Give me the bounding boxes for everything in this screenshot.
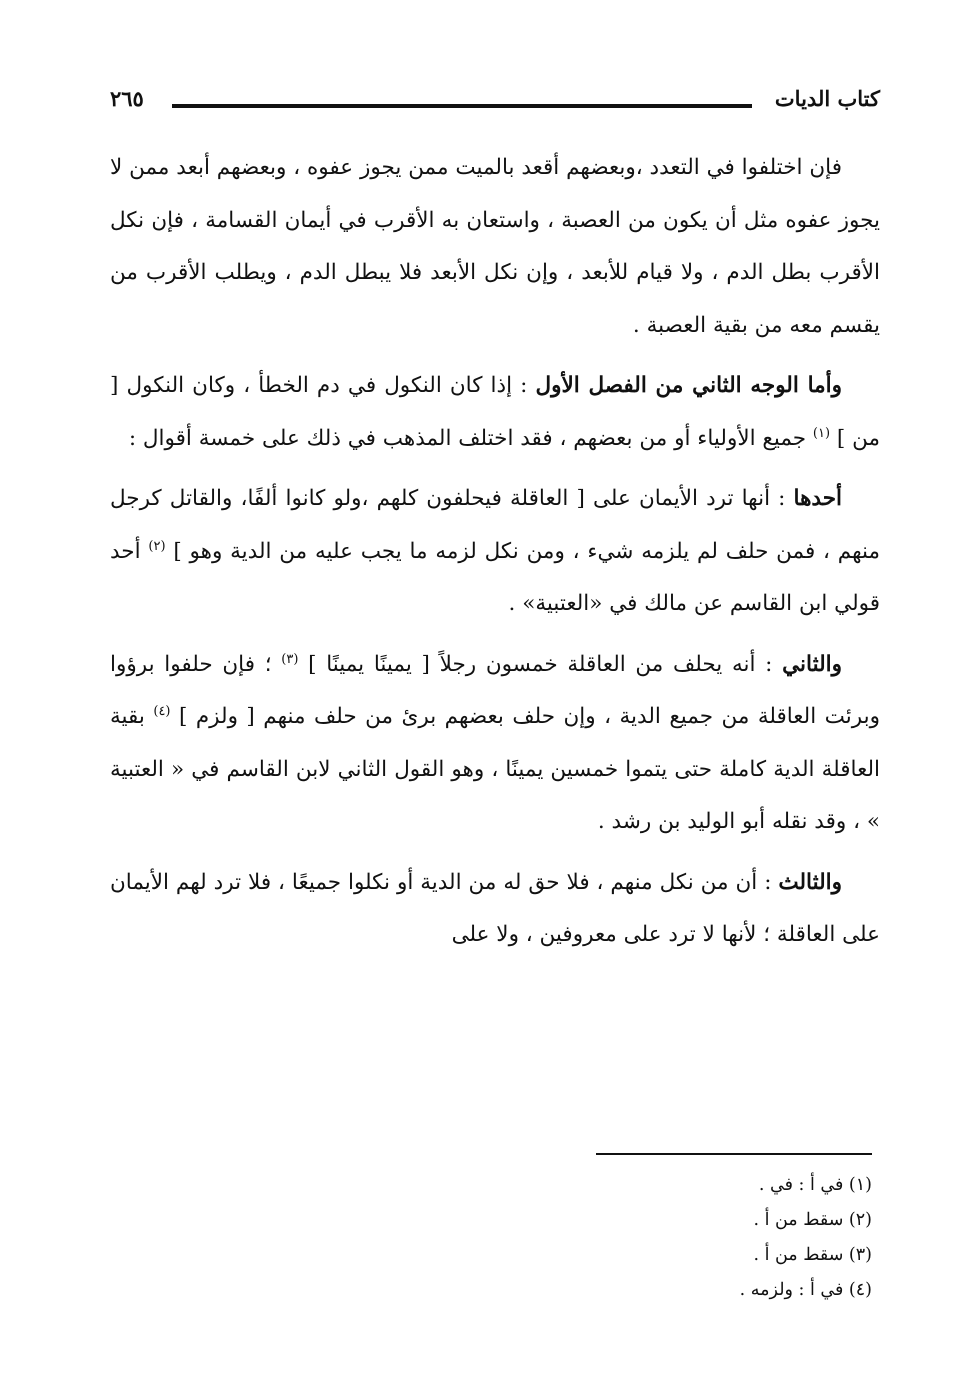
paragraph-1 bbox=[110, 142, 880, 352]
paragraph-5-lead: والثالث bbox=[778, 869, 842, 895]
paragraph-3-text-a: : أنها ترد الأيمان على [ العاقلة فيحلفون كلهم ،ولو كانوا ألفًا، والقاتل كرجل منهم ، فمن حلف لم يلزمه شيء ، ومن نكل لزمه ما يجب عليه من الدية وهو ] bbox=[110, 486, 880, 564]
paragraph-4-text-c: بقية العاقلة الدية كاملة حتى يتموا خمسين يمينًا ، وهو القول الثاني لابن القاسم في « العتبية » ، وقد نقله أبو الوليد بن رشد . bbox=[110, 704, 880, 834]
footnote-1: (١) في أ : في . bbox=[758, 1175, 872, 1195]
paragraph-3-text-b: أحد قولي ابن القاسم عن مالك في «العتبية» . bbox=[110, 538, 880, 616]
paragraph-4-lead: والثاني bbox=[782, 651, 842, 677]
paragraph-3 bbox=[110, 473, 880, 631]
footnote-ref-3[interactable]: (٣) bbox=[281, 651, 299, 667]
paragraph-5-text-a: : أن من نكل منهم ، فلا حق له من الدية أو نكلوا جميعًا ، فلا ترد لهم الأيمان على العاقلة ؛ لأنها لا ترد على معروفين ، ولا على bbox=[110, 869, 880, 947]
footnotes bbox=[580, 1168, 872, 1308]
footnote-ref-4[interactable]: (٤) bbox=[153, 704, 171, 719]
page-number: ٢٦٥ bbox=[110, 86, 144, 111]
paragraph-2-text-a: : إذا كان النكول في دم الخطأ ، وكان النكول [ من ] bbox=[110, 373, 880, 451]
header-rule bbox=[172, 104, 752, 108]
paragraph-2 bbox=[110, 360, 880, 465]
main-text bbox=[110, 142, 880, 970]
footnote-4: (٤) في أ : ولزمه . bbox=[739, 1280, 872, 1300]
book-title: كتاب الديات bbox=[774, 86, 880, 111]
footnote-ref-1[interactable]: (١) bbox=[812, 425, 831, 441]
paragraph-5 bbox=[110, 857, 880, 962]
footnote-2: (٢) سقط من أ . bbox=[753, 1210, 872, 1230]
paragraph-2-text-b: جميع الأولياء أو من بعضهم ، فقد اختلف المذهب في ذلك على خمسة أقوال : bbox=[128, 425, 807, 451]
footnote-3: (٣) سقط من أ . bbox=[753, 1245, 872, 1265]
paragraph-4 bbox=[110, 639, 880, 849]
paragraph-3-lead: أحدها bbox=[793, 486, 842, 511]
footnote-separator bbox=[596, 1153, 872, 1155]
paragraph-2-lead: وأما الوجه الثاني من الفصل الأول bbox=[535, 373, 842, 398]
paragraph-4-text-b: ؛ فإن حلفوا برؤوا وبرئت العاقلة من جميع الدية ، وإن حلف بعضهم برئ من حلف منهم [ ولزم ] bbox=[110, 651, 880, 729]
paragraph-1-text: فإن اختلفوا في التعدد ،وبعضهم أقعد بالميت ممن يجوز عفوه ، وبعضهم أبعد ممن لا يجوز عفوه مثل أن يكون من العصبة ، واستعان به الأقرب في أيمان القسامة ، فإن نكل الأقرب بطل الدم ، ولا قيام للأبعد ، وإن نكل الأبعد فلا يبطل الدم ، ويطلب الأقرب من يقسم معه من بقية العصبة . bbox=[110, 155, 880, 338]
running-header bbox=[110, 84, 880, 124]
paragraph-4-text-a: : أنه يحلف من العاقلة خمسون رجلاً [ يمينًا يمينًا ] bbox=[308, 651, 773, 677]
footnote-ref-2[interactable]: (٢) bbox=[148, 538, 166, 554]
